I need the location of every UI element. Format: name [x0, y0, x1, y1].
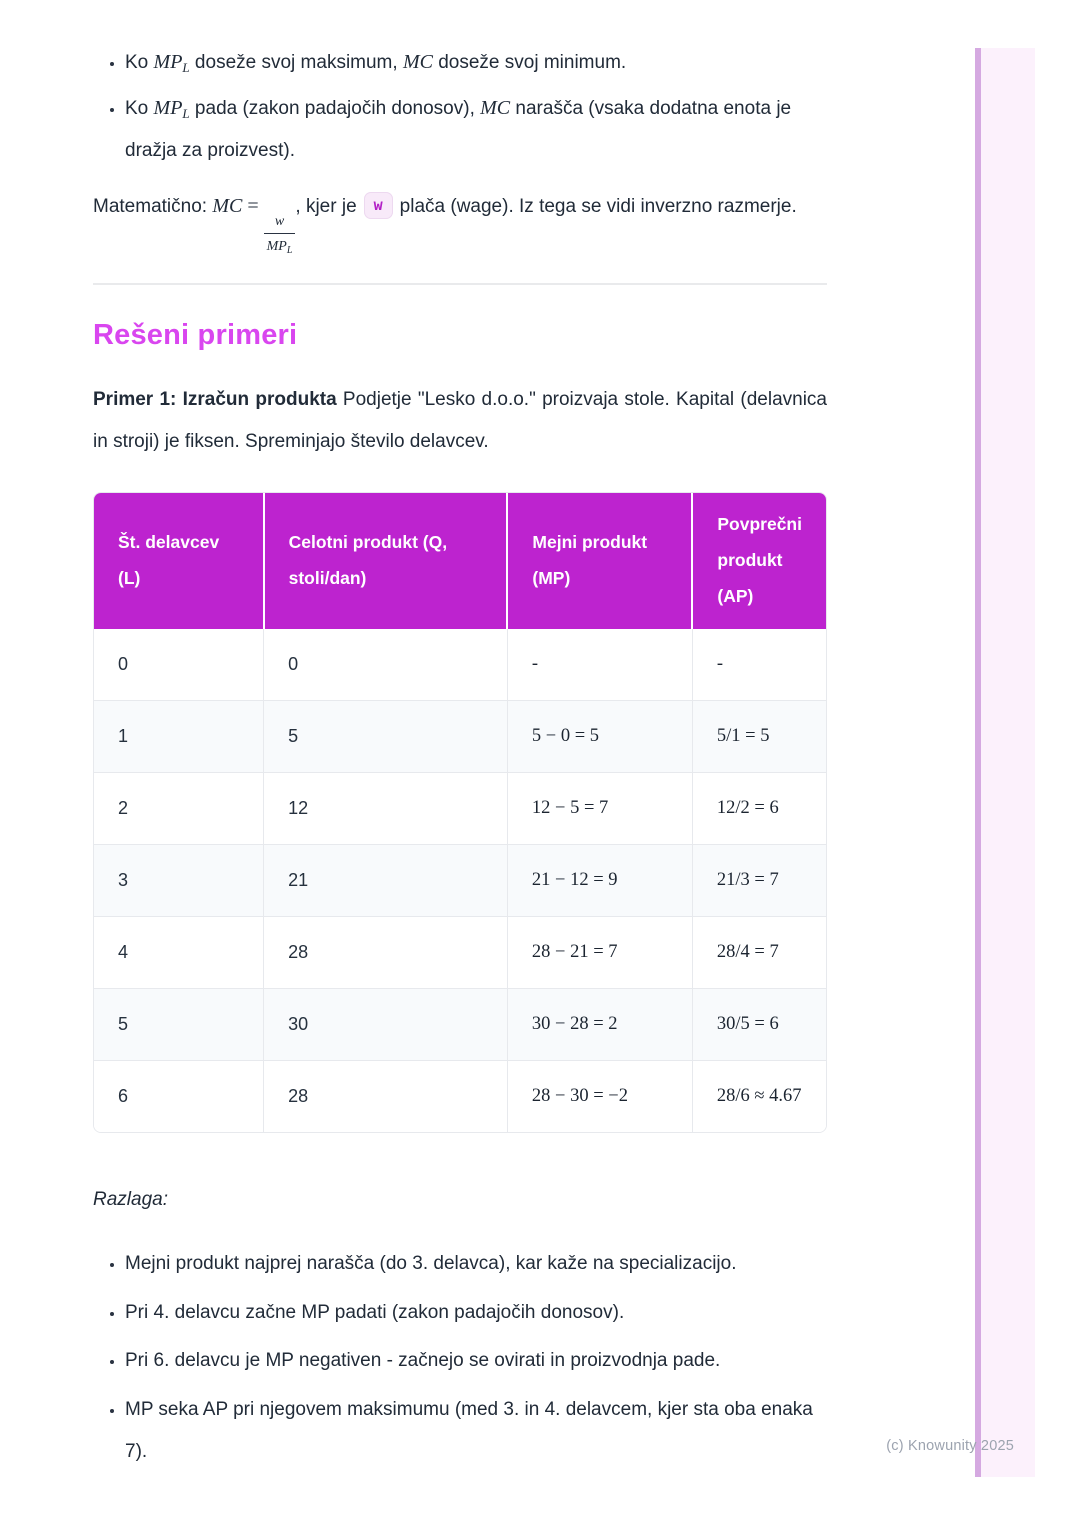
text-run: MP: [266, 238, 287, 254]
table-cell: 28/4 = 7: [692, 917, 826, 989]
table-row: [94, 989, 826, 1061]
text-run: L: [182, 60, 190, 75]
table-header: [94, 493, 826, 629]
math-paragraph: [93, 184, 827, 257]
text-run: L: [182, 106, 190, 121]
product-table: [94, 493, 826, 1132]
section-divider: [93, 283, 827, 285]
list-item-text: [125, 52, 626, 73]
table-row: [94, 701, 826, 773]
section-title: Rešeni primeri: [93, 318, 298, 351]
table-cell: 5 − 0 = 5: [507, 701, 692, 773]
intro-bullet-list: [93, 40, 827, 172]
footer-copyright: (c) Knowunity 2025: [886, 1438, 1014, 1454]
list-item-text: Pri 6. delavcu je MP negativen - začnejo se ovirati in proizvodnja pade.: [125, 1350, 721, 1372]
table-cell: 6: [94, 1061, 264, 1133]
text-run: MC: [480, 97, 511, 119]
table-header-row: [94, 493, 826, 629]
explanation-label: Razlaga:: [93, 1189, 168, 1211]
table-header-cell-average-product: Povprečni produkt (AP): [692, 493, 826, 629]
explanation-bullet-list: [93, 1243, 827, 1473]
table-cell: -: [507, 629, 692, 701]
table-cell: 21: [264, 845, 508, 917]
table-cell: 0: [94, 629, 264, 701]
text-run: doseže svoj minimum.: [432, 52, 627, 73]
text-run: L: [286, 244, 293, 256]
list-item: [125, 1389, 827, 1473]
text-run: Primer 1: Izračun produkta: [93, 388, 337, 410]
table-header-cell-marginal-product: Mejni produkt (MP): [507, 493, 692, 629]
text-run: w: [274, 213, 285, 229]
text-run: Ko: [125, 98, 154, 119]
text-run: MP: [153, 51, 183, 73]
product-table-wrapper: [93, 492, 827, 1133]
fraction-numerator: [264, 209, 296, 234]
table-header-cell-total-product: Celotni produkt (Q, stoli/dan): [264, 493, 508, 629]
table-row: [94, 917, 826, 989]
text-run: Matematično:: [93, 195, 213, 217]
table-row: [94, 773, 826, 845]
table-cell: 3: [94, 845, 264, 917]
table-cell: 28: [264, 917, 508, 989]
table-cell: 0: [264, 629, 508, 701]
list-item: [125, 1340, 827, 1382]
text-run: doseže svoj maksimum,: [189, 52, 403, 73]
table-cell: 5: [264, 701, 508, 773]
text-run: MC: [402, 51, 433, 73]
list-item: [125, 1243, 827, 1285]
text-run: plača (wage). Iz tega se vidi inverzno razmerje.: [399, 195, 797, 217]
table-cell: -: [692, 629, 826, 701]
text-run: =: [242, 194, 264, 217]
text-run: , kjer je: [295, 195, 357, 217]
list-item: [125, 40, 827, 84]
text-run: MP: [153, 97, 183, 119]
table-cell: 30: [264, 989, 508, 1061]
list-item-text: Pri 4. delavcu začne MP padati (zakon padajočih donosov).: [125, 1301, 625, 1323]
table-row: [94, 845, 826, 917]
table-cell: 28/6 ≈ 4.67: [692, 1061, 826, 1133]
table-body: [94, 629, 826, 1132]
table-header-cell-workers: Št. delavcev (L): [94, 493, 264, 629]
text-run: narašča (vsaka dodatna enota je dražja za proizvest).: [125, 98, 792, 161]
table-cell: 28 − 30 = −2: [507, 1061, 692, 1133]
table-cell: 12 − 5 = 7: [507, 773, 692, 845]
table-cell: 21/3 = 7: [692, 845, 826, 917]
side-accent-panel: [981, 48, 1035, 1477]
example-paragraph: [93, 379, 827, 463]
table-cell: 30/5 = 6: [692, 989, 826, 1061]
table-cell: 12: [264, 773, 508, 845]
text-run: Ko: [125, 52, 154, 73]
text-run: Podjetje "Lesko d.o.o." proizvaja stole. Kapital (delavnica in stroji) je fiksen. Spreminjajo število delavcev.: [93, 388, 827, 452]
text-run: pada (zakon padajočih donosov),: [189, 98, 481, 119]
table-cell: 5: [94, 989, 264, 1061]
list-item-text: Mejni produkt najprej narašča (do 3. delavca), kar kaže na specializacijo.: [125, 1252, 737, 1274]
table-row: [94, 629, 826, 701]
content-column: [93, 0, 827, 1473]
fraction: [267, 209, 293, 257]
table-cell: 5/1 = 5: [692, 701, 826, 773]
table-cell: 21 − 12 = 9: [507, 845, 692, 917]
table-cell: 2: [94, 773, 264, 845]
table-cell: 28: [264, 1061, 508, 1133]
list-item: [125, 1292, 827, 1334]
fraction-denominator: [267, 234, 293, 257]
code-badge: w: [364, 192, 393, 219]
table-cell: 30 − 28 = 2: [507, 989, 692, 1061]
list-item-text: MP seka AP pri njegovem maksimumu (med 3. in 4. delavcem, kjer sta oba enaka 7).: [125, 1399, 813, 1463]
table-cell: 12/2 = 6: [692, 773, 826, 845]
list-item-text: [125, 98, 791, 161]
table-row: [94, 1061, 826, 1133]
table-cell: 1: [94, 701, 264, 773]
table-cell: 28 − 21 = 7: [507, 917, 692, 989]
text-run: MC: [212, 194, 243, 217]
list-item: [125, 86, 827, 172]
table-cell: 4: [94, 917, 264, 989]
